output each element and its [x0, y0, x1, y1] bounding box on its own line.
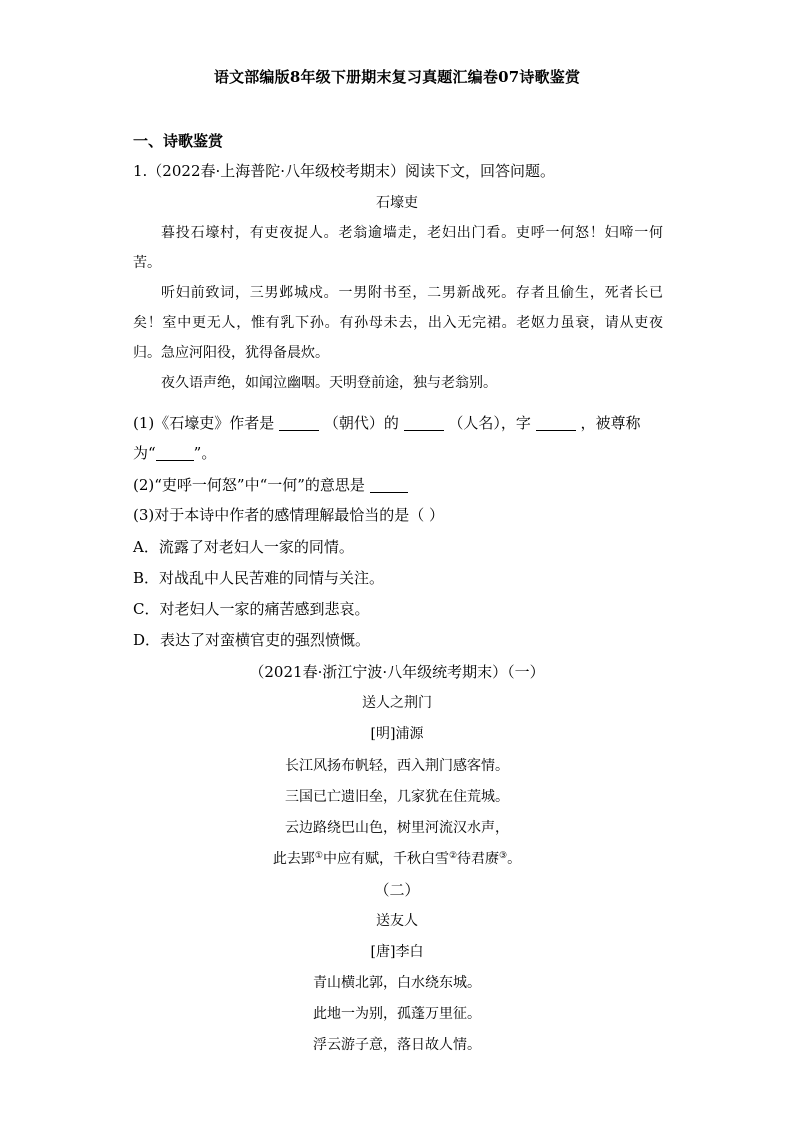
poem-line-part: 此去郢: [272, 851, 315, 867]
question-2-source: （2021春·浙江宁波·八年级统考期末）（一）: [249, 663, 545, 681]
poem-title-songyouren: 送友人: [376, 913, 418, 929]
sub-question-1-text-a: (1)《石壕吏》作者是: [133, 414, 275, 432]
part-2-label: （二）: [374, 881, 420, 899]
poem-title-shihaoli: 石壕吏: [376, 195, 418, 211]
poem-line-part: 。: [507, 851, 522, 867]
sub-question-1-text-c: （人名），字: [448, 414, 531, 432]
poem-line: 云边路绕巴山色，树里河流汉水声，: [285, 820, 509, 836]
sub-question-1-text-d: ，被尊称: [580, 414, 641, 432]
answer-blank-courtesy-name[interactable]: [536, 414, 576, 431]
answer-blank-name[interactable]: [404, 414, 444, 431]
sub-question-1-text-b: （朝代）的: [323, 414, 399, 432]
poem-title-songrenzhijingmen: 送人之荆门: [362, 695, 432, 711]
footnote-marker-2: ②: [448, 851, 458, 861]
answer-blank-dynasty[interactable]: [279, 414, 319, 431]
option-c[interactable]: C．对老妇人一家的痛苦感到悲哀。: [133, 600, 370, 618]
answer-blank-yihe[interactable]: [370, 476, 408, 493]
poem-author-puyuan: [明]浦源: [370, 726, 424, 742]
poem-line-part: 待君赓: [457, 851, 500, 867]
poem-body-shihaoli: [133, 218, 663, 398]
document-title: 语文部编版8年级下册期末复习真题汇编卷07诗歌鉴赏: [213, 68, 581, 86]
poem-author-libai: [唐]李白: [370, 944, 424, 960]
sub-question-1-line2: [133, 442, 216, 463]
poem-line: 三国已亡遗旧垒，几家犹在住荒城。: [285, 789, 509, 805]
option-b[interactable]: B．对战乱中人民苦难的同情与关注。: [133, 569, 385, 587]
sub-question-2-text: (2)“吏呼一何怒”中“一何”的意思是: [133, 476, 365, 494]
poem-paragraph: 听妇前致词，三男邺城戍。一男附书至，二男新战死。存者且偷生，死者长已矣！室中更无人，惟有乳下孙。有孙母未去，出入无完裙。老妪力虽衰，请从吏夜归。急应河阳役，犹得备晨炊。: [133, 285, 663, 361]
sub-question-1-line1: [133, 412, 640, 433]
sub-question-3: (3)对于本诗中作者的感情理解最恰当的是（ ）: [133, 506, 445, 524]
poem-line: 青山横北郭，白水绕东城。: [313, 975, 481, 991]
footnote-marker-1: ①: [314, 851, 323, 861]
poem-line-part: 中应有赋，千秋白雪: [322, 851, 449, 867]
option-a[interactable]: A．流露了对老妇人一家的同情。: [133, 538, 354, 556]
poem-paragraph: 夜久语声绝，如闻泣幽咽。天明登前途，独与老翁别。: [161, 375, 497, 391]
poem-line: 浮云游子意，落日故人情。: [313, 1037, 481, 1053]
question-1-intro: 1.（2022春·上海普陀·八年级校考期末）阅读下文，回答问题。: [133, 162, 556, 180]
sub-question-2: [133, 474, 408, 495]
option-d[interactable]: D．表达了对蛮横官吏的强烈愤慨。: [133, 631, 371, 649]
footnote-marker-3: ③: [499, 851, 508, 861]
poem-line-with-notes: [0, 848, 794, 868]
sub-question-1-text-e: 为“: [133, 444, 156, 462]
sub-question-1-text-f: ”。: [193, 444, 217, 462]
poem-line: 长江风扬布帆轻，西入荆门感客情。: [285, 758, 509, 774]
section-heading: 一、诗歌鉴赏: [133, 132, 224, 150]
answer-blank-honorific[interactable]: [156, 444, 194, 461]
poem-paragraph: 暮投石壕村，有吏夜捉人。老翁逾墙走，老妇出门看。吏呼一何怒！妇啼一何苦。: [133, 225, 663, 271]
poem-line: 此地一为别，孤蓬万里征。: [313, 1006, 481, 1022]
